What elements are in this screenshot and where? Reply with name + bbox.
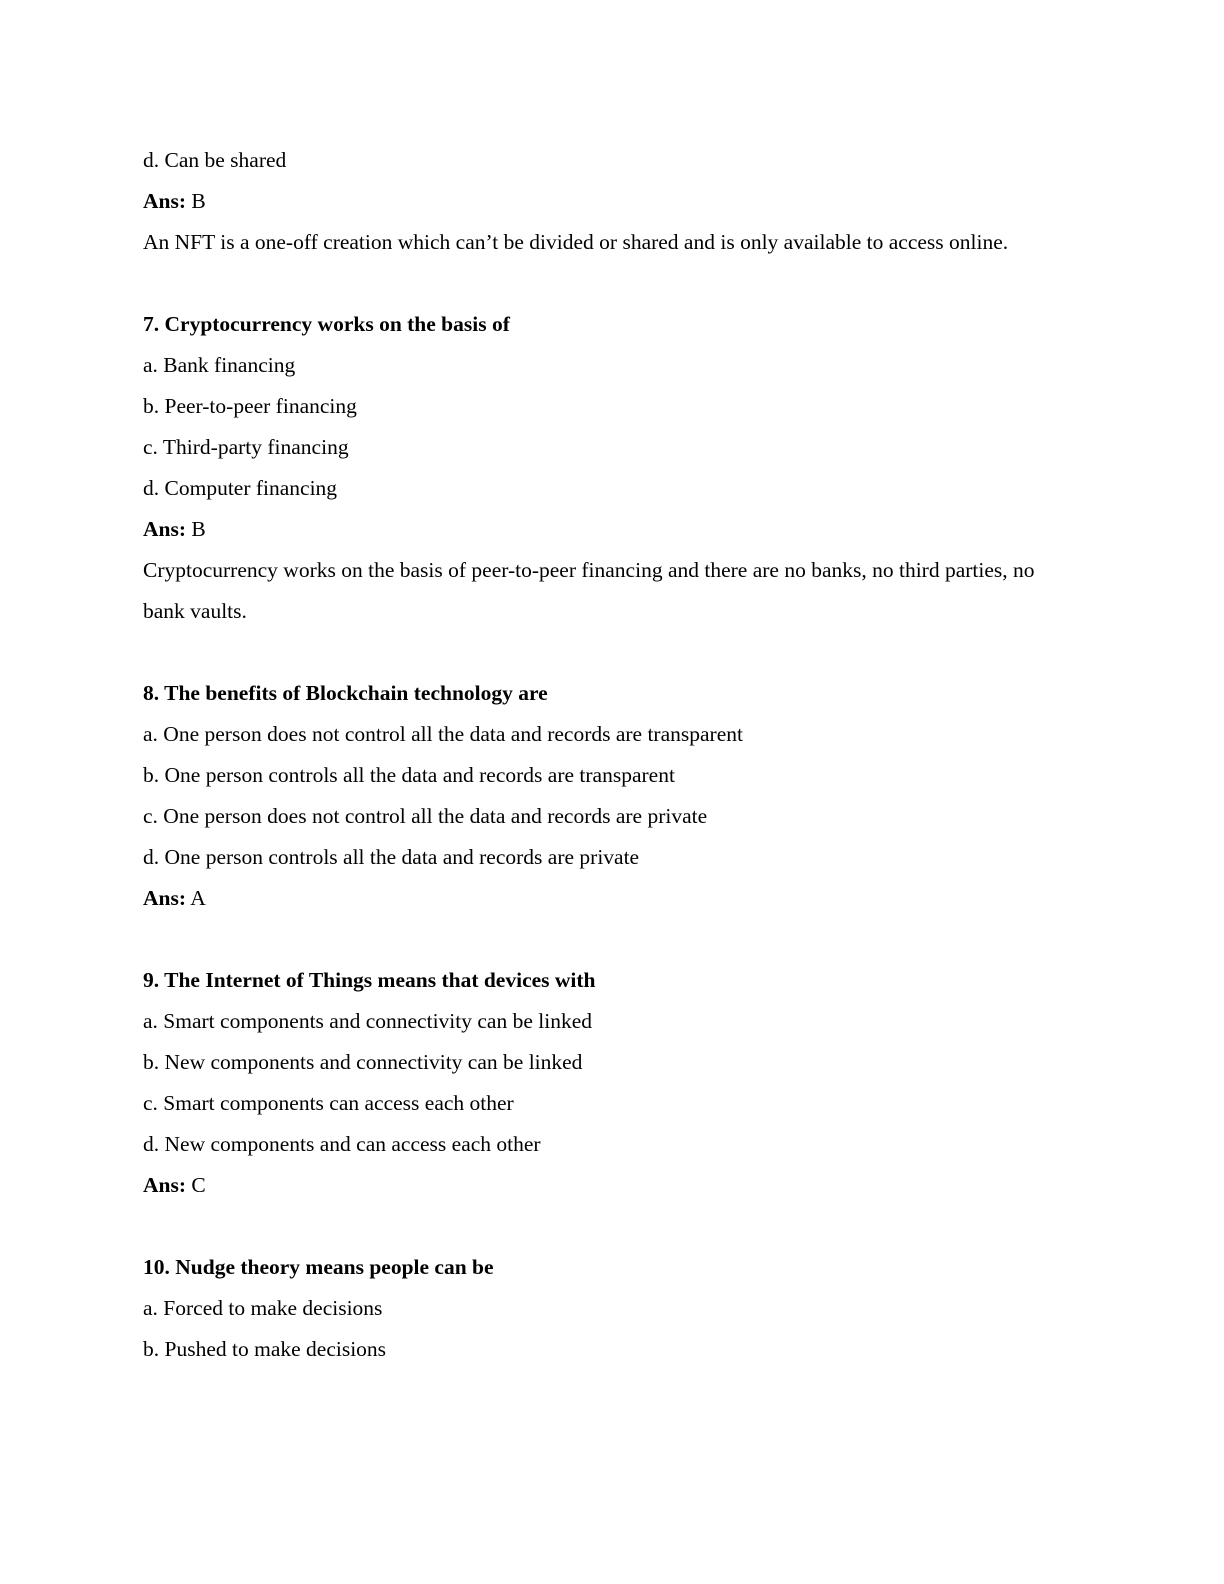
answer-line [143, 181, 1063, 222]
question-title: 8. The benefits of Blockchain technology are [143, 681, 548, 705]
option-b: b. Pushed to make decisions [143, 1337, 387, 1361]
answer-line [143, 1165, 1063, 1206]
answer-label: Ans: [143, 189, 187, 213]
answer-label: Ans: [143, 1173, 187, 1197]
document-page [143, 140, 1063, 1370]
option-a: a. Bank financing [143, 353, 296, 377]
option-a: a. One person does not control all the data and records are transparent [143, 722, 743, 746]
option-a: a. Forced to make decisions [143, 1296, 383, 1320]
question-title: 10. Nudge theory means people can be [143, 1255, 494, 1279]
option-b: b. One person controls all the data and records are transparent [143, 763, 675, 787]
option-d: d. New components and can access each other [143, 1132, 541, 1156]
spacer [143, 632, 1063, 673]
option-c: c. One person does not control all the data and records are private [143, 804, 708, 828]
option-b: b. New components and connectivity can be linked [143, 1050, 583, 1074]
answer-label: Ans: [143, 517, 187, 541]
question-title: 7. Cryptocurrency works on the basis of [143, 312, 510, 336]
answer-value: A [190, 886, 206, 910]
option-c: c. Third-party financing [143, 435, 349, 459]
spacer [143, 919, 1063, 960]
answer-value: C [191, 1173, 206, 1197]
answer-line [143, 878, 1063, 919]
explanation: An NFT is a one-off creation which can’t be divided or shared and is only available to access online. [143, 230, 1009, 254]
question-title: 9. The Internet of Things means that devices with [143, 968, 596, 992]
answer-line [143, 509, 1063, 550]
option-a: a. Smart components and connectivity can be linked [143, 1009, 592, 1033]
option-d: d. Can be shared [143, 148, 287, 172]
spacer [143, 263, 1063, 304]
option-d: d. Computer financing [143, 476, 338, 500]
option-b: b. Peer-to-peer financing [143, 394, 357, 418]
option-c: c. Smart components can access each other [143, 1091, 514, 1115]
answer-value: B [191, 189, 206, 213]
answer-value: B [191, 517, 206, 541]
spacer [143, 1206, 1063, 1247]
explanation: Cryptocurrency works on the basis of peer-to-peer financing and there are no banks, no third parties, no bank vaults. [143, 558, 1035, 623]
option-d: d. One person controls all the data and records are private [143, 845, 640, 869]
answer-label: Ans: [143, 886, 187, 910]
